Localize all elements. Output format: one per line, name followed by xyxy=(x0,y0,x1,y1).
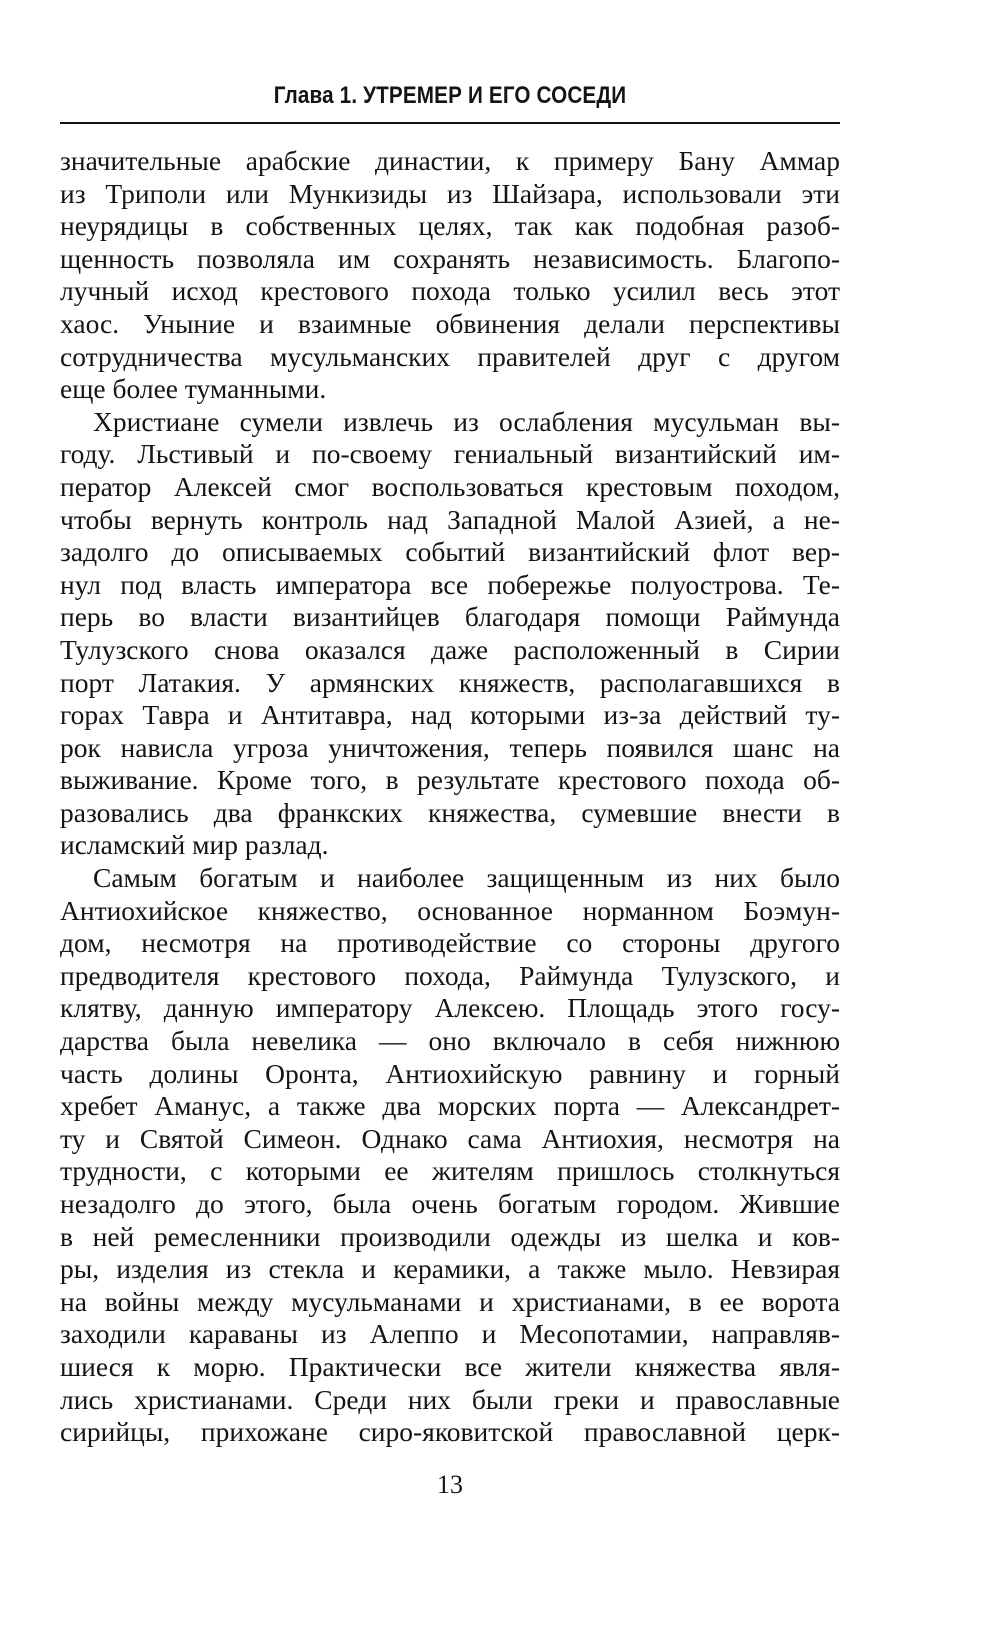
paragraph xyxy=(60,862,840,1449)
text-line: щенность позволяла им сохранять независимость. Благопо- xyxy=(60,242,840,274)
text-line: порт Латакия. У армянских княжеств, располагавшихся в xyxy=(60,666,840,698)
text-line: лучный исход крестового похода только усилил весь этот xyxy=(60,275,840,307)
text-line: чтобы вернуть контроль над Западной Малой Азией, а не- xyxy=(60,503,840,535)
text-line: нул под власть императора все побережье полуострова. Те- xyxy=(60,568,840,600)
text-line: неурядицы в собственных целях, так как подобная разоб- xyxy=(60,210,840,242)
text-line: ры, изделия из стекла и керамики, а также мыло. Невзирая xyxy=(60,1253,840,1285)
text-line: трудности, с которыми ее жителям пришлось столкнуться xyxy=(60,1155,840,1187)
text-line: Антиохийское княжество, основанное норманном Боэмун- xyxy=(60,894,840,926)
text-line: незадолго до этого, была очень богатым городом. Жившие xyxy=(60,1188,840,1219)
text-line: сирийцы, прихожане сиро-яковитской православной церк- xyxy=(60,1416,840,1448)
text-line: ператор Алексей смог воспользоваться крестовым походом, xyxy=(60,470,840,502)
text-line: дарства была невелика — оно включало в себя нижнюю xyxy=(60,1025,840,1057)
body-text xyxy=(60,145,840,1449)
text-line: рок нависла угроза уничтожения, теперь появился шанс на xyxy=(60,731,840,763)
text-line: значительные арабские династии, к примеру Бану Аммар xyxy=(60,145,840,176)
text-line: Тулузского снова оказался даже расположенный в Сирии xyxy=(60,633,840,665)
text-line: на войны между мусульманами и христианами, в ее ворота xyxy=(60,1285,840,1317)
text-line: шиеся к морю. Практически все жители княжества явля- xyxy=(60,1350,840,1382)
text-line: часть долины Оронта, Антиохийскую равнину и горный xyxy=(60,1057,840,1089)
text-line: разовались два франкских княжества, сумевшие внести в xyxy=(60,796,840,828)
text-line: Самым богатым и наиболее защищенным из них было xyxy=(93,862,840,894)
text-line: перь во власти византийцев благодаря помощи Раймунда xyxy=(60,601,840,633)
text-line: задолго до описываемых событий византийский флот вер- xyxy=(60,536,840,568)
text-line: сотрудничества мусульманских правителей друг с другом xyxy=(60,340,840,372)
text-line: хаос. Уныние и взаимные обвинения делали перспективы xyxy=(60,307,840,339)
text-line: из Триполи или Мункизиды из Шайзара, использовали эти xyxy=(60,177,840,209)
running-head: Глава 1. УТРЕМЕР И ЕГО СОСЕДИ xyxy=(273,82,627,109)
text-line: году. Льстивый и по-своему гениальный византийский им- xyxy=(60,438,840,470)
page-number: 13 xyxy=(437,1470,463,1499)
text-line: заходили караваны из Алеппо и Месопотамии, направляв- xyxy=(60,1318,840,1350)
paragraph xyxy=(60,406,840,862)
text-line: горах Тавра и Антитавра, над которыми из-за действий ту- xyxy=(60,699,840,731)
text-line: клятву, данную императору Алексею. Площадь этого госу- xyxy=(60,992,840,1024)
text-line: Христиане сумели извлечь из ослабления мусульман вы- xyxy=(93,405,840,437)
text-line: исламский мир разлад. xyxy=(60,829,329,861)
text-line: хребет Аманус, а также два морских порта — Александрет- xyxy=(60,1090,840,1122)
text-line: выживание. Кроме того, в результате крестового похода об- xyxy=(60,764,840,796)
text-line: дом, несмотря на противодействие со стороны другого xyxy=(60,927,840,959)
text-line: лись христианами. Среди них были греки и православные xyxy=(60,1383,840,1415)
header-rule xyxy=(60,122,840,124)
text-line: предводителя крестового похода, Раймунда Тулузского, и xyxy=(60,959,840,991)
text-line: ту и Святой Симеон. Однако сама Антиохия, несмотря на xyxy=(60,1122,840,1154)
text-line: в ней ремесленники производили одежды из шелка и ков- xyxy=(60,1220,840,1252)
paragraph xyxy=(60,145,840,406)
text-line: еще более туманными. xyxy=(60,373,327,405)
